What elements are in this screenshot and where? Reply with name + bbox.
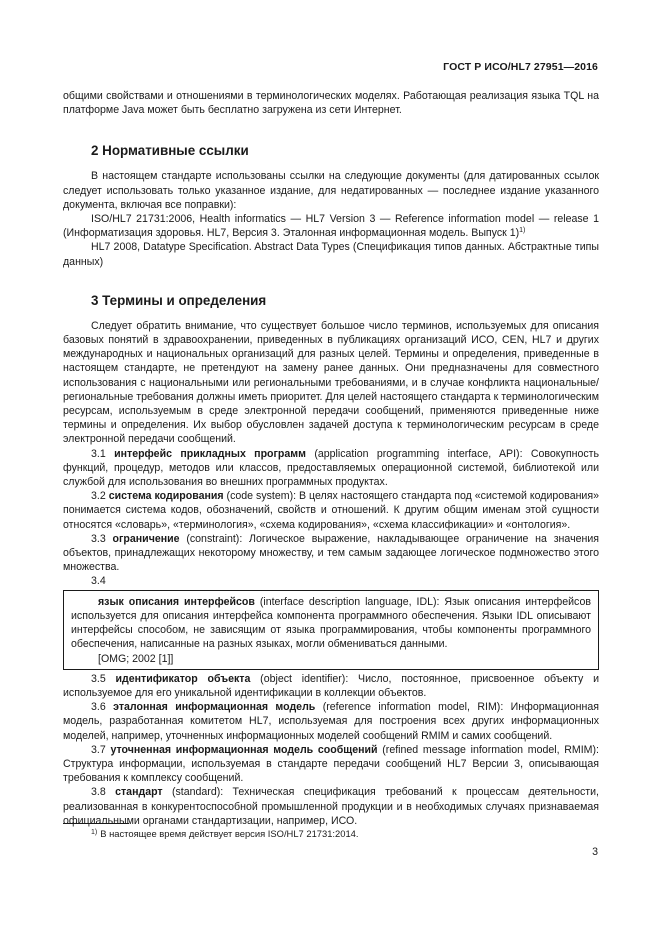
term-name: уточненная информационная модель сообщений xyxy=(110,743,378,756)
term-name: эталонная информационная модель xyxy=(113,701,316,714)
footnote-mark: 1) xyxy=(91,829,98,836)
term-definition: (code system): В целях настоящего стандарта под «системой кодирования» понимается система кодов, обозначений, свойств и отношений. К другим общим именам этой сущности относятся «словарь», «терминология», «схема кодирования», «схема классификации» и «онтология». xyxy=(63,490,599,531)
footnote-divider xyxy=(63,823,129,824)
intro-paragraph: общими свойствами и отношениями в терминологических моделях. Работающая реализация языка TQL на платформе Java может быть бесплатно загружена из сети Интернет. xyxy=(63,90,599,117)
term-3-4-source: [OMG; 2002 [1]] xyxy=(98,652,174,665)
term-definition: (standard): Техническая спецификация требований к процессам деятельности, реализованная в конкурентоспособной промышленной продукции и в необходимых случаях признаваемая официальными органами стандартизации, например, ИСО. xyxy=(63,786,599,827)
term-3-3 xyxy=(63,532,599,575)
term-number: 3.6 xyxy=(91,701,106,714)
term-number: 3.3 xyxy=(91,532,106,545)
term-name: ограничение xyxy=(112,532,180,545)
footnote-text: В настоящее время действует версия ISO/HL7 21731:2014. xyxy=(100,828,359,839)
standard-header: ГОСТ Р ИСО/HL7 27951—2016 xyxy=(443,61,598,73)
term-name: стандарт xyxy=(115,786,163,799)
term-definition: (interface description language, IDL): Язык описания интерфейсов используется для описания интерфейса компонента программного обеспечения. Языки IDL описывают интерфейсы способом, не зависящим от языка программирования, чтобы компоненты программного обеспечения, написанные на разных языках, могли обмениваться данными. xyxy=(71,595,591,651)
term-3-4-box xyxy=(63,590,599,670)
term-name: интерфейс прикладных программ xyxy=(114,447,306,460)
term-3-5 xyxy=(63,672,599,700)
term-name: система кодирования xyxy=(108,490,224,503)
page-body xyxy=(63,89,599,828)
page-number: 3 xyxy=(592,846,598,858)
normative-reference-2: HL7 2008, Datatype Specification. Abstract Data Types (Спецификация типов данных. Абстрактные типы данных) xyxy=(63,241,599,268)
term-definition: (reference information model, RIM): Информационная модель, разработанная комитетом HL7, используемая для построения всех других информационных моделей, например, уточненных информационных моделей сообщений RMIM и самих сообщений. xyxy=(63,701,599,742)
term-number: 3.7 xyxy=(91,743,106,756)
term-number: 3.1 xyxy=(91,447,106,460)
footnote xyxy=(91,828,359,840)
term-name: идентификатор объекта xyxy=(115,672,251,685)
section-3-paragraph: Следует обратить внимание, что существует большое число терминов, используемых для описания базовых понятий в здравоохранении, приведенных в публикациях организаций ИСО, CEN, HL7 и других международных и национальных организаций для разных целей. Термины и определения, приведенные в настоящем стандарте, не претендуют на замену ранее данных. Они предназначены для совместного использования с национальными или региональными требованиями, и в случае конфликта национальные/региональные требования должны иметь приоритет. Для целей настоящего стандарта к терминологическим ресурсам, используемым в среде электронной передачи сообщений, применяются приведенные ниже термины и определения. Их выбор обусловлен задачей доступа к терминологическим ресурсам в среде электронной передачи сообщений. xyxy=(63,319,599,446)
normative-reference-1 xyxy=(63,212,599,240)
term-3-2 xyxy=(63,489,599,532)
section-2-paragraph: В настоящем стандарте использованы ссылки на следующие документы (для датированных ссылок следует использовать только указанное издание, для недатированных — последнее издание указанного документа, включая все поправки): xyxy=(63,170,599,211)
term-3-7 xyxy=(63,743,599,786)
reference-1-text: ISO/HL7 21731:2006, Health informatics — HL7 Version 3 — Reference information model — release 1 (Информатизация здоровья. HL7, Версия 3. Эталонная информационная модель. Выпуск 1) xyxy=(63,213,599,240)
term-number: 3.2 xyxy=(91,490,106,503)
section-3-title: 3 Термины и определения xyxy=(91,292,267,308)
term-3-1 xyxy=(63,447,599,490)
term-3-4 xyxy=(71,595,591,652)
term-number: 3.8 xyxy=(91,786,106,799)
term-name: язык описания интерфейсов xyxy=(98,595,255,608)
term-number: 3.5 xyxy=(91,672,106,685)
term-3-6 xyxy=(63,700,599,743)
term-definition: (application programming interface, API): Совокупность функций, процедур, методов или классов, предоставляемых операционной системой, библиотекой или службой для использования во внешних программных продуктах. xyxy=(63,447,600,489)
term-definition: (constraint): Логическое выражение, накладывающее ограничение на значения объектов, принадлежащих некоторому множеству, и тем самым задающее логическое подмножество этого множества. xyxy=(63,532,599,574)
term-3-8 xyxy=(63,785,599,828)
term-definition: (refined message information model, RMIM): Структура информации, используемая в стандарте передачи сообщений HL7 Версии 3, описывающая требования к комплексу сообщений. xyxy=(63,743,599,785)
term-definition: (object identifier): Число, постоянное, присвоенное объекту и используемое для его уникальной идентификации в коллекции объектов. xyxy=(63,672,600,699)
section-2-title: 2 Нормативные ссылки xyxy=(91,143,249,159)
term-3-4-number: 3.4 xyxy=(91,575,106,588)
footnote-ref-mark: 1) xyxy=(519,227,526,235)
